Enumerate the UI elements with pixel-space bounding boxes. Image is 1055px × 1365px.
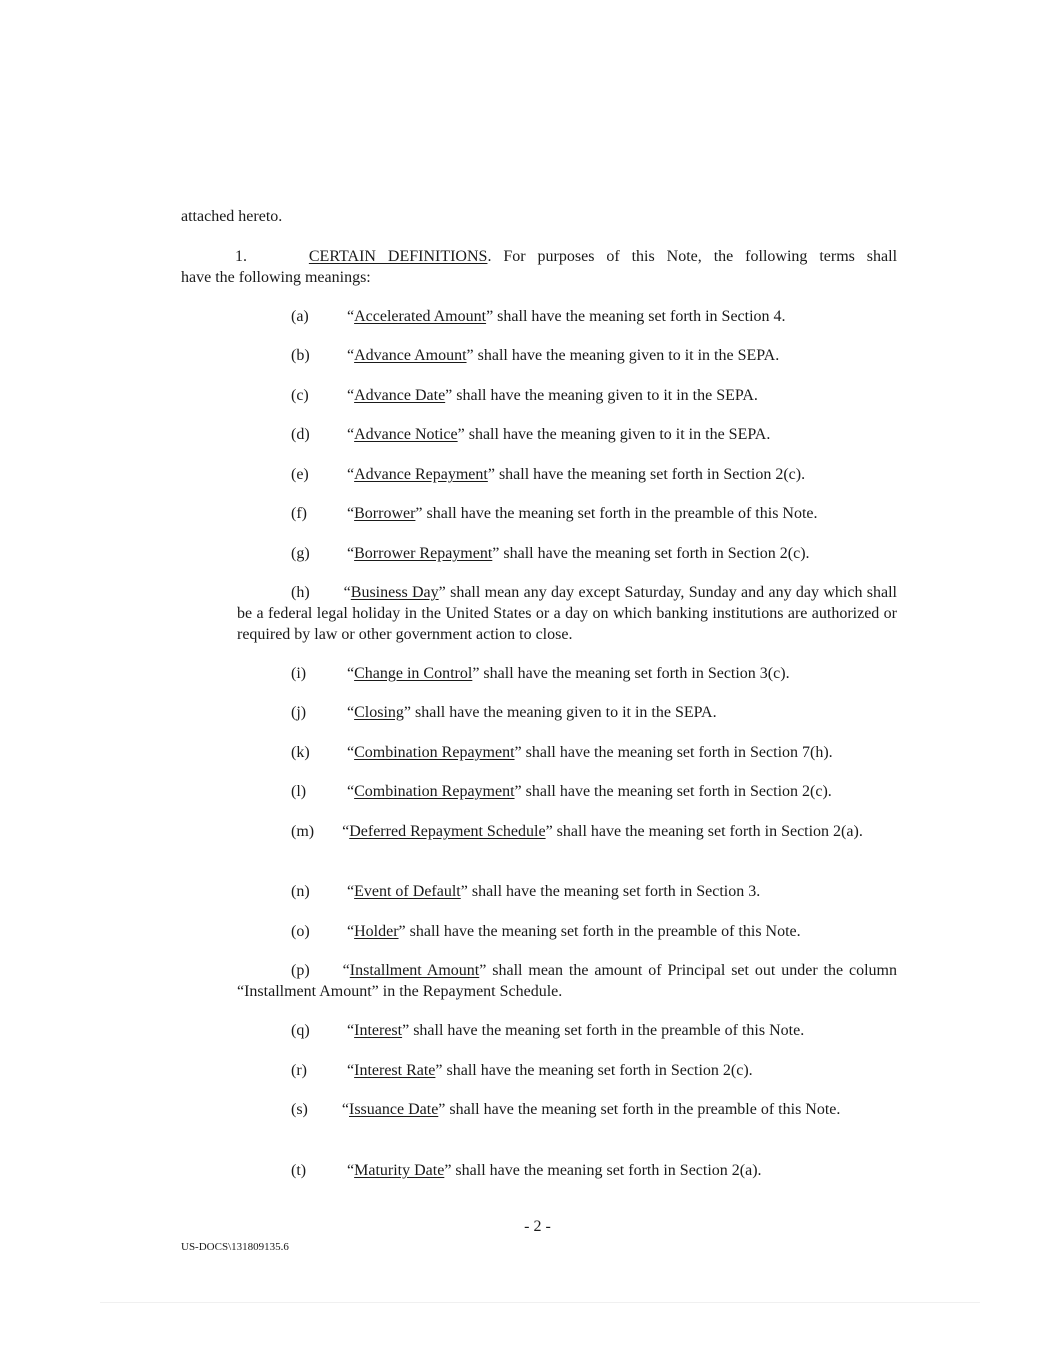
- definition-item: (b) “Advance Amount” shall have the meaning given to it in the SEPA.: [291, 347, 780, 364]
- document-id: US-DOCS\131809135.6: [181, 1241, 289, 1253]
- definition-label: (p): [291, 962, 310, 979]
- section-number: 1.: [235, 248, 247, 265]
- definition-item: (g) “Borrower Repayment” shall have the meaning set forth in Section 2(c).: [291, 545, 810, 562]
- definition-text: ” shall have the meaning set forth in the preamble of this Note.: [438, 1101, 841, 1118]
- definition-text: ” shall have the meaning set forth in Section 3.: [460, 883, 761, 900]
- definition-label: (k): [291, 744, 310, 761]
- continuation-text: attached hereto.: [181, 208, 283, 225]
- definition-label: (g): [291, 545, 310, 562]
- definition-label: (d): [291, 426, 310, 443]
- defined-term: Event of Default: [354, 883, 461, 900]
- defined-term: Installment Amount: [349, 962, 480, 979]
- defined-term: Interest: [354, 1022, 403, 1039]
- defined-term: Holder: [354, 923, 399, 940]
- defined-term: Closing: [354, 704, 404, 721]
- page-bottom-divider: [100, 1302, 980, 1303]
- definition-text: ” shall have the meaning set forth in Section 2(a).: [444, 1162, 762, 1179]
- defined-term: Borrower Repayment: [354, 545, 493, 562]
- definition-item: (n) “Event of Default” shall have the meaning set forth in Section 3.: [291, 883, 761, 900]
- section-heading: CERTAIN DEFINITIONS: [308, 248, 488, 265]
- definition-item: (f) “Borrower” shall have the meaning set forth in the preamble of this Note.: [291, 505, 818, 522]
- definition-label: (e): [291, 466, 309, 483]
- definition-text: ” shall have the meaning set forth in Section 2(c).: [492, 545, 810, 562]
- definition-label: (s): [291, 1101, 308, 1118]
- definition-label: (q): [291, 1022, 310, 1039]
- definition-label: (f): [291, 505, 307, 522]
- definition-text: ” shall have the meaning set forth in the preamble of this Note.: [398, 923, 801, 940]
- definition-label: (b): [291, 347, 310, 364]
- definition-item: (t) “Maturity Date” shall have the meaning set forth in Section 2(a).: [291, 1162, 762, 1179]
- defined-term: Maturity Date: [354, 1162, 445, 1179]
- definition-item: (r) “Interest Rate” shall have the meaning set forth in Section 2(c).: [291, 1062, 753, 1079]
- defined-term: Advance Notice: [354, 426, 458, 443]
- definition-item: (p) “Installment Amount” shall mean the amount of Principal set out under the column “Installment Amount” in the Repayment Schedule.: [237, 962, 898, 1000]
- defined-term: Borrower: [354, 505, 416, 522]
- defined-term: Issuance Date: [349, 1101, 439, 1118]
- definition-label: (h): [291, 584, 310, 601]
- definition-item: (c) “Advance Date” shall have the meaning given to it in the SEPA.: [291, 387, 758, 404]
- definition-item: (i) “Change in Control” shall have the meaning set forth in Section 3(c).: [291, 665, 790, 682]
- definition-text: ” shall mean any day except Saturday, Sunday and any day which shall be a federal legal holiday in the United States or a day on which banking institutions are authorized or required by law or other government action to close.: [237, 584, 897, 643]
- definition-text: ” shall mean the amount of Principal set out under the column “Installment Amount” in the Repayment Schedule.: [237, 962, 898, 1000]
- definition-item: (j) “Closing” shall have the meaning given to it in the SEPA.: [291, 704, 717, 721]
- definition-label: (t): [291, 1162, 307, 1179]
- defined-term: Advance Amount: [354, 347, 467, 364]
- definition-text: ” shall have the meaning set forth in the preamble of this Note.: [415, 505, 818, 522]
- defined-term: Business Day: [350, 584, 439, 601]
- definition-item: (a) “Accelerated Amount” shall have the meaning set forth in Section 4.: [291, 308, 786, 325]
- definition-label: (o): [291, 923, 310, 940]
- page-number: - 2 -: [524, 1218, 551, 1235]
- definition-text: ” shall have the meaning set forth in Section 2(c).: [435, 1062, 753, 1079]
- definition-item: (l) “Combination Repayment” shall have the meaning set forth in Section 2(c).: [291, 783, 832, 800]
- definition-label: (r): [291, 1062, 307, 1079]
- definition-text: ” shall have the meaning set forth in Section 7(h).: [514, 744, 833, 761]
- definition-label: (a): [291, 308, 309, 325]
- definition-label: (n): [291, 883, 310, 900]
- definition-item: (k) “Combination Repayment” shall have the meaning set forth in Section 7(h).: [291, 744, 833, 761]
- section-intro-line2: have the following meanings:: [181, 269, 371, 286]
- definition-label: (l): [291, 783, 307, 800]
- definition-text: ” shall have the meaning set forth in Section 2(c).: [514, 783, 832, 800]
- defined-term: Interest Rate: [354, 1062, 436, 1079]
- definition-label: (c): [291, 387, 309, 404]
- defined-term: Combination Repayment: [354, 744, 515, 761]
- defined-term: Combination Repayment: [354, 783, 515, 800]
- definition-label: (i): [291, 665, 307, 682]
- definition-text: ” shall have the meaning given to it in the SEPA.: [457, 426, 771, 443]
- section-intro: [181, 246, 897, 288]
- defined-term: Advance Date: [354, 387, 446, 404]
- definition-item: (o) “Holder” shall have the meaning set forth in the preamble of this Note.: [291, 923, 801, 940]
- definition-text: ” shall have the meaning set forth in Section 3(c).: [472, 665, 790, 682]
- definition-item: (m) “Deferred Repayment Schedule” shall have the meaning set forth in Section 2(a).: [291, 823, 863, 840]
- definition-item: (e) “Advance Repayment” shall have the meaning set forth in Section 2(c).: [291, 466, 806, 483]
- definition-text: ” shall have the meaning set forth in Section 2(a).: [545, 823, 863, 840]
- definition-text: ” shall have the meaning given to it in the SEPA.: [445, 387, 758, 404]
- defined-term: Advance Repayment: [354, 466, 488, 483]
- definition-item: (d) “Advance Notice” shall have the meaning given to it in the SEPA.: [291, 426, 771, 443]
- section-intro-text: . For purposes of this Note, the following terms shall: [487, 248, 898, 265]
- definition-text: ” shall have the meaning set forth in the preamble of this Note.: [402, 1022, 805, 1039]
- definition-text: ” shall have the meaning given to it in the SEPA.: [403, 704, 717, 721]
- definition-item: (h) “Business Day” shall mean any day except Saturday, Sunday and any day which shall be a federal legal holiday in the United States or a day on which banking institutions are authorized or required by law or other government action to close.: [237, 584, 897, 643]
- definition-text: ” shall have the meaning set forth in Section 2(c).: [487, 466, 806, 483]
- definition-item: (q) “Interest” shall have the meaning set forth in the preamble of this Note.: [291, 1022, 805, 1039]
- definition-label: (m): [291, 823, 315, 840]
- definition-item: (s) “Issuance Date” shall have the meaning set forth in the preamble of this Note.: [291, 1101, 841, 1118]
- defined-term: Change in Control: [354, 665, 473, 682]
- defined-term: Accelerated Amount: [354, 308, 487, 325]
- definition-text: ” shall have the meaning set forth in Section 4.: [486, 308, 786, 325]
- definition-label: (j): [291, 704, 307, 721]
- defined-term: Deferred Repayment Schedule: [349, 823, 546, 840]
- definition-text: ” shall have the meaning given to it in the SEPA.: [466, 347, 780, 364]
